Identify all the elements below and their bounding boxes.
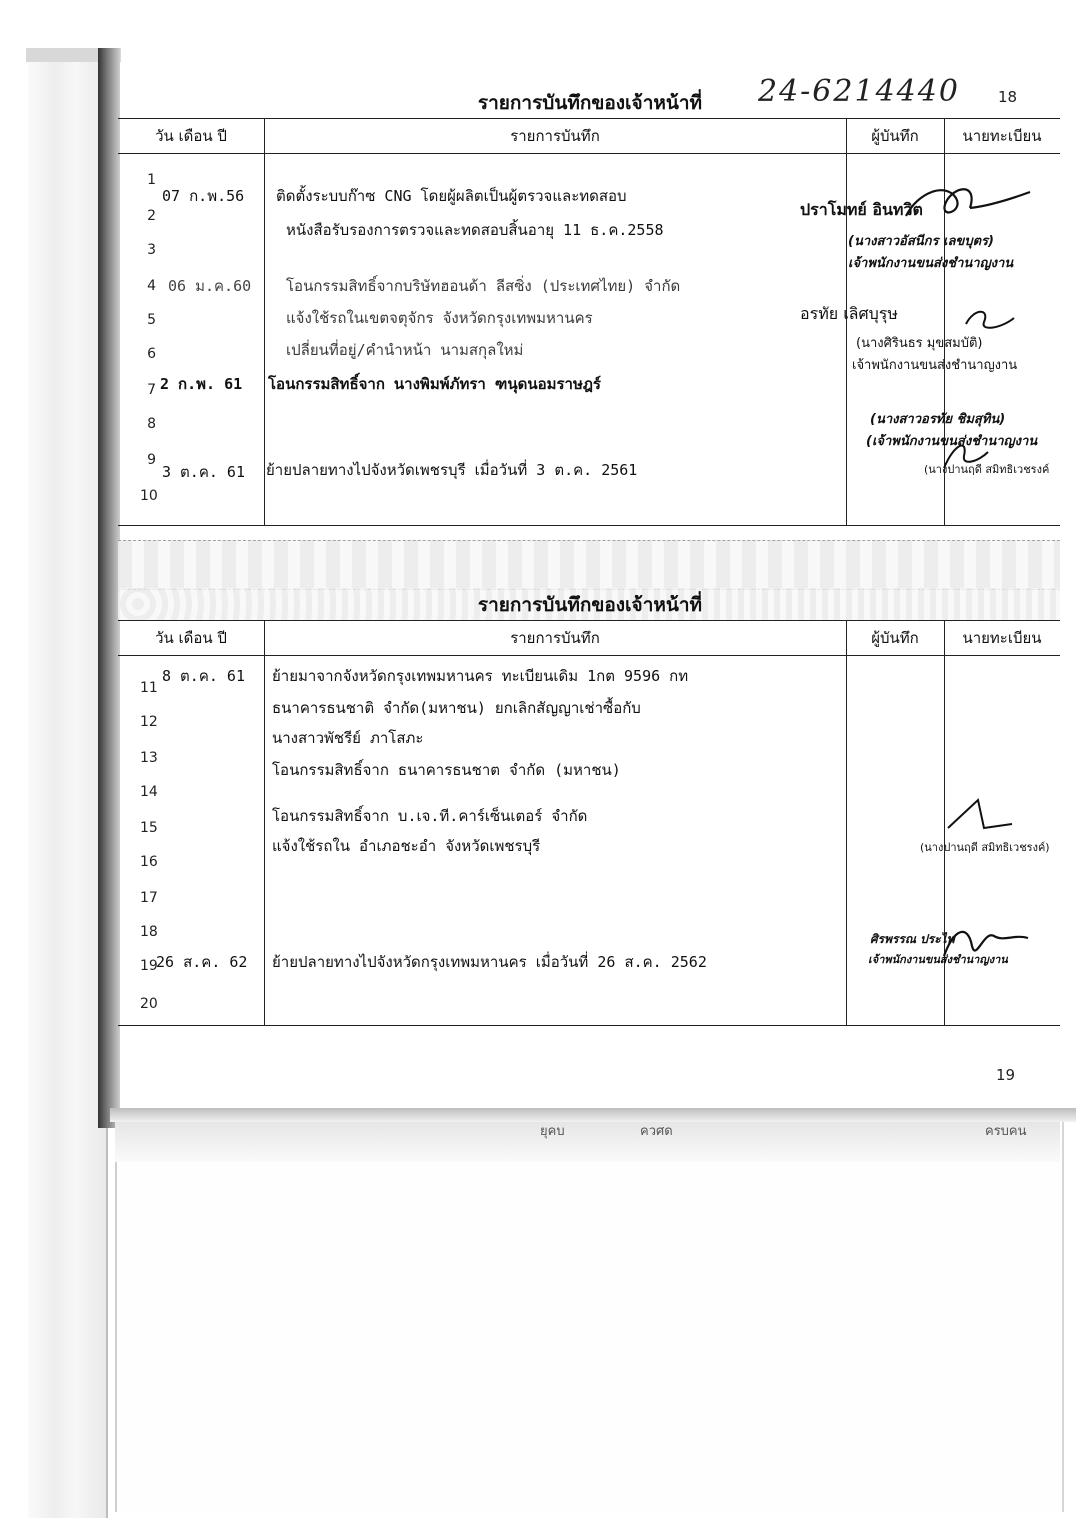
entry-text: แจ้งใช้รถใน อำเภอชะอำ จังหวัดเพชรบุรี: [272, 837, 541, 855]
entry-text: หนังสือรับรองการตรวจและทดสอบสิ้นอายุ 11 ธ.ค.2558: [286, 221, 664, 239]
row-number: 12: [140, 714, 158, 730]
row-number: 2: [147, 208, 156, 224]
lower-sheet: [115, 1122, 1064, 1512]
footer-text-1: ยุคบ: [540, 1124, 565, 1139]
row-number: 1: [147, 172, 156, 188]
entry-text: โอนกรรมสิทธิ์จาก บ.เจ.ที.คาร์เซ็นเตอร์ จำกัด: [272, 807, 588, 825]
row-number: 14: [140, 784, 158, 800]
row-number: 15: [140, 820, 158, 836]
recorder-name: ศิรพรรณ ประไพ: [870, 932, 955, 946]
table-bottom-border: [118, 1025, 1060, 1026]
column-header-date: วัน เดือน ปี: [155, 629, 227, 647]
table-header: [118, 118, 1060, 154]
section-title-1: รายการบันทึกของเจ้าหน้าที่: [477, 92, 703, 114]
entry-date: 07 ก.พ.56: [162, 187, 245, 205]
section-title-2: รายการบันทึกของเจ้าหน้าที่: [477, 594, 703, 616]
row-number: 9: [147, 452, 156, 468]
row-number: 16: [140, 854, 158, 870]
binding-shadow: [98, 48, 120, 1128]
recorder-title: (นางสาวอัสนีกร เลขบุตร): [848, 234, 994, 249]
handwritten-id: 24-6214440: [758, 74, 960, 109]
recorder-position: เจ้าพนักงานขนส่งชำนาญงาน: [852, 358, 1018, 373]
entry-date: 06 ม.ค.60: [168, 277, 252, 295]
entry-date: 26 ส.ค. 62: [156, 953, 248, 971]
row-number: 7: [147, 382, 156, 398]
entry-text: ย้ายมาจากจังหวัดกรุงเทพมหานคร ทะเบียนเดิม 1กต 9596 กท: [272, 667, 689, 685]
entry-date: 3 ต.ค. 61: [162, 463, 245, 481]
row-number: 5: [147, 312, 156, 328]
recorder-title: (นางศิรินธร มุขสมบัติ): [856, 336, 983, 351]
column-header-recorder: ผู้บันทึก: [871, 127, 919, 145]
lower-sheet-top-band: [115, 1122, 1060, 1162]
table-bottom-border: [118, 525, 1060, 526]
column-header-registrar: นายทะเบียน: [962, 629, 1042, 647]
row-number: 19: [140, 958, 158, 974]
recorder-position: เจ้าพนักงานขนส่งชำนาญงาน: [848, 256, 1014, 271]
entry-text: ธนาคารธนชาติ จำกัด(มหาชน) ยกเลิกสัญญาเช่าซื้อกับ: [272, 699, 641, 717]
row-number: 3: [147, 242, 156, 258]
row-number: 18: [140, 924, 158, 940]
entry-text: ย้ายปลายทางไปจังหวัดกรุงเทพมหานคร เมื่อวันที่ 26 ส.ค. 2562: [272, 953, 707, 971]
recorder-position: เจ้าพนักงานขนส่งชำนาญงาน: [868, 953, 1008, 966]
page-fold-band: [118, 540, 1060, 590]
table-header: [118, 620, 1060, 656]
ledger-table-1: [118, 118, 1060, 526]
column-header-date: วัน เดือน ปี: [155, 127, 227, 145]
row-number: 4: [147, 278, 156, 294]
row-number: 10: [140, 488, 158, 504]
column-divider: [264, 118, 265, 526]
row-number: 17: [140, 890, 158, 906]
binding-edge: [28, 48, 108, 1518]
signature-mark: [938, 794, 1018, 836]
row-number: 8: [147, 416, 156, 432]
page-number-top: 18: [998, 88, 1018, 106]
column-header-entry: รายการบันทึก: [510, 127, 600, 145]
entry-text: เปลี่ยนที่อยู่/คำนำหน้า นามสกุลใหม่: [286, 341, 524, 359]
row-number: 11: [140, 680, 158, 696]
column-header-registrar: นายทะเบียน: [962, 127, 1042, 145]
ledger-table-2: [118, 620, 1060, 1026]
column-header-entry: รายการบันทึก: [510, 629, 600, 647]
row-number: 20: [140, 996, 158, 1012]
entry-text: โอนกรรมสิทธิ์จาก นางพิมพ์ภัทรา ฑนุดนอมราษฎร์: [268, 375, 601, 393]
signature-mark: [898, 172, 1034, 234]
row-number: 6: [147, 346, 156, 362]
recorder-title: (นางปานฤดี สมิทธิเวชรงค์: [924, 463, 1050, 476]
entry-text: ย้ายปลายทางไปจังหวัดเพชรบุรี เมื่อวันที่ 3 ต.ค. 2561: [266, 461, 638, 479]
footer-text-3: ครบคน: [985, 1124, 1027, 1139]
entry-text: แจ้งใช้รถในเขตจตุจักร จังหวัดกรุงเทพมหานคร: [286, 309, 593, 327]
entry-text: นางสาวพัชรีย์ ภาโสภะ: [272, 729, 424, 747]
column-divider: [264, 620, 265, 1026]
entry-date: 8 ต.ค. 61: [162, 667, 245, 685]
entry-date: 2 ก.พ. 61: [160, 375, 243, 393]
recorder-name: ปราโมทย์ อินทวิต: [800, 200, 923, 219]
recorder-title: (นางปานฤดี สมิทธิเวชรงค์): [920, 841, 1050, 854]
recorder-position: (เจ้าพนักงานขนส่งชำนาญงาน: [866, 434, 1038, 449]
entry-text: โอนกรรมสิทธิ์จากบริษัทฮอนด้า ลีสซิ่ง (ประเทศไทย) จำกัด: [286, 277, 681, 295]
column-header-recorder: ผู้บันทึก: [871, 629, 919, 647]
recorder-title: (นางสาวอรทัย ชิมสุทิน): [870, 412, 1006, 427]
page-bottom-edge: [110, 1108, 1076, 1122]
recorder-name: อรทัย เลิศบุรุษ: [800, 304, 898, 323]
row-number: 13: [140, 750, 158, 766]
column-divider: [846, 620, 847, 1026]
footer-text-2: ควศด: [640, 1124, 673, 1139]
entry-text: โอนกรรมสิทธิ์จาก ธนาคารธนชาต จำกัด (มหาชน): [272, 761, 621, 779]
page-number-bottom: 19: [996, 1066, 1016, 1084]
entry-text: ติดตั้งระบบก๊าซ CNG โดยผู้ผลิตเป็นผู้ตรวจและทดสอบ: [276, 187, 627, 205]
signature-mark: [958, 302, 1020, 336]
